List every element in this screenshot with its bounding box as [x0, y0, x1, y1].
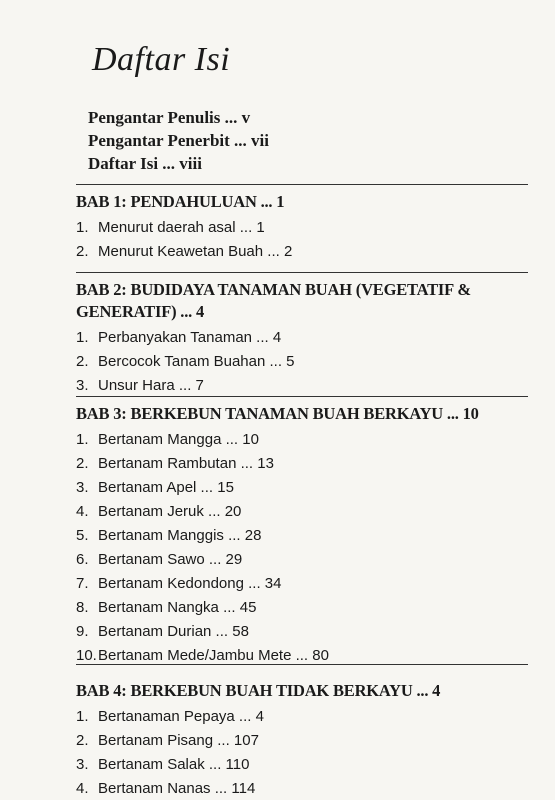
item-text: Bertanam Nanas ... 114 [98, 780, 256, 797]
item-text: Menurut daerah asal ... 1 [98, 219, 265, 236]
list-item [76, 476, 526, 500]
page-title: Daftar Isi [92, 40, 231, 78]
chapter-items [76, 326, 526, 398]
section-divider [76, 664, 528, 665]
chapter-1 [76, 191, 526, 264]
item-text: Bertanam Jeruk ... 20 [98, 503, 242, 520]
list-item [76, 240, 526, 264]
item-number: 3. [76, 377, 89, 394]
list-item [76, 326, 526, 350]
item-text: Bercocok Tanam Buahan ... 5 [98, 353, 295, 370]
front-matter-item: Daftar Isi ... viii [88, 154, 202, 173]
item-number: 1. [76, 329, 89, 346]
list-item [76, 572, 526, 596]
item-number: 2. [76, 455, 89, 472]
item-text: Bertanam Manggis ... 28 [98, 527, 262, 544]
item-number: 4. [76, 503, 89, 520]
item-number: 5. [76, 527, 89, 544]
item-number: 2. [76, 353, 89, 370]
item-text: Bertanam Salak ... 110 [98, 756, 250, 773]
chapter-title: BAB 3: BERKEBUN TANAMAN BUAH BERKAYU ... 10 [76, 404, 479, 423]
item-text: Bertanam Kedondong ... 34 [98, 575, 282, 592]
list-item [76, 753, 526, 777]
chapter-title: BAB 4: BERKEBUN BUAH TIDAK BERKAYU ... 4 [76, 681, 441, 700]
chapter-4 [76, 680, 526, 800]
item-text: Perbanyakan Tanaman ... 4 [98, 329, 282, 346]
chapter-items [76, 705, 526, 800]
item-text: Bertanam Pisang ... 107 [98, 732, 259, 749]
item-text: Bertanam Nangka ... 45 [98, 599, 257, 616]
list-item [76, 216, 526, 240]
item-number: 8. [76, 599, 89, 616]
item-number: 2. [76, 732, 89, 749]
chapter-title: BAB 2: BUDIDAYA TANAMAN BUAH (VEGETATIF & GENERATIF) ... 4 [76, 280, 471, 321]
item-number: 6. [76, 551, 89, 568]
item-text: Bertanam Durian ... 58 [98, 623, 249, 640]
chapter-3 [76, 403, 526, 668]
list-item [76, 500, 526, 524]
list-item [76, 729, 526, 753]
item-number: 10. [76, 647, 97, 664]
list-item [76, 548, 526, 572]
section-divider [76, 396, 528, 397]
item-text: Menurut Keawetan Buah ... 2 [98, 243, 293, 260]
section-divider [76, 184, 528, 185]
list-item [76, 524, 526, 548]
item-text: Unsur Hara ... 7 [98, 377, 204, 394]
item-text: Bertanam Rambutan ... 13 [98, 455, 274, 472]
list-item [76, 350, 526, 374]
list-item [76, 452, 526, 476]
front-matter-list [88, 106, 269, 175]
item-text: Bertanam Sawo ... 29 [98, 551, 243, 568]
chapter-items [76, 216, 526, 264]
item-number: 2. [76, 243, 89, 260]
section-divider [76, 272, 528, 273]
item-text: Bertanam Apel ... 15 [98, 479, 234, 496]
front-matter-item: Pengantar Penulis ... v [88, 108, 251, 127]
item-number: 3. [76, 479, 89, 496]
list-item [76, 777, 526, 800]
item-number: 1. [76, 431, 89, 448]
list-item [76, 705, 526, 729]
item-text: Bertanam Mangga ... 10 [98, 431, 259, 448]
chapter-title: BAB 1: PENDAHULUAN ... 1 [76, 192, 285, 211]
chapter-2 [76, 279, 526, 398]
item-number: 7. [76, 575, 89, 592]
list-item [76, 620, 526, 644]
item-number: 1. [76, 219, 89, 236]
chapter-items [76, 428, 526, 668]
item-number: 1. [76, 708, 89, 725]
item-number: 4. [76, 780, 89, 797]
list-item [76, 596, 526, 620]
item-number: 9. [76, 623, 89, 640]
front-matter-item: Pengantar Penerbit ... vii [88, 131, 269, 150]
item-text: Bertanam Mede/Jambu Mete ... 80 [98, 647, 329, 664]
item-text: Bertanaman Pepaya ... 4 [98, 708, 264, 725]
list-item [76, 428, 526, 452]
list-item [76, 374, 526, 398]
item-number: 3. [76, 756, 89, 773]
